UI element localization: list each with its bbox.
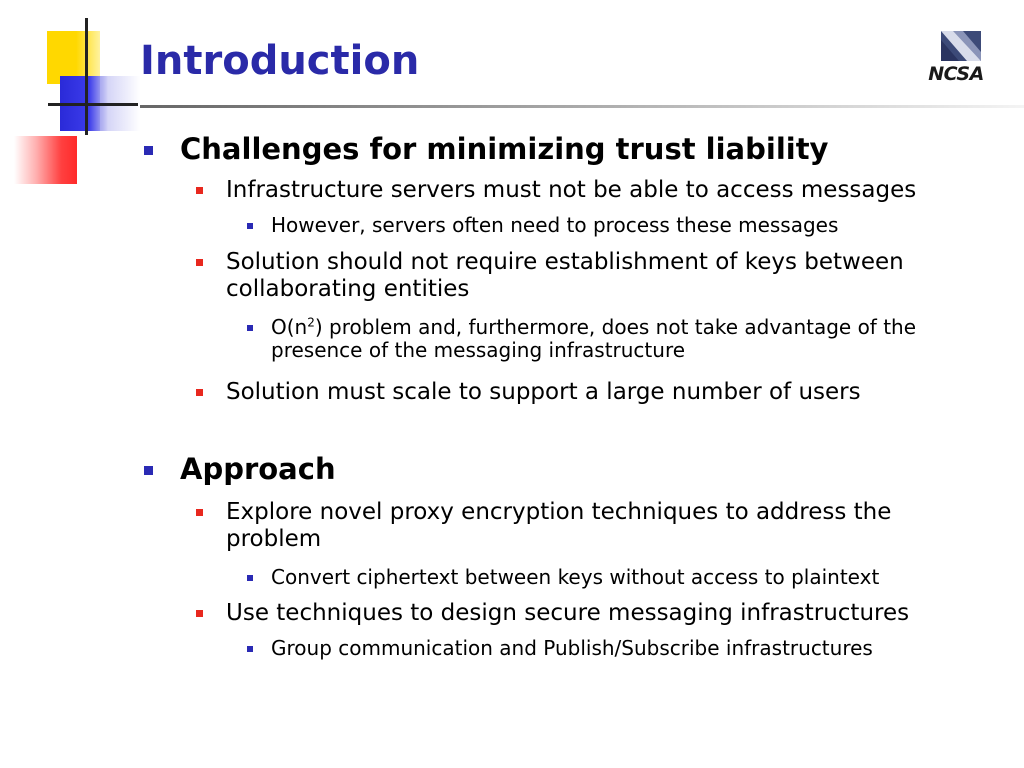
bullet-text-pre: O(n xyxy=(271,315,308,339)
square-bullet-icon xyxy=(247,325,253,331)
square-bullet-icon xyxy=(196,259,203,266)
square-bullet-icon xyxy=(247,223,253,229)
bullet-text: Solution must scale to support a large number of users xyxy=(226,379,861,405)
bullet-text: However, servers often need to process these messages xyxy=(271,213,839,237)
square-bullet-icon xyxy=(196,509,203,516)
square-bullet-icon xyxy=(247,575,253,581)
ncsa-logo-icon xyxy=(915,30,997,66)
bullet-text: Use techniques to design secure messaging infrastructures xyxy=(226,600,910,626)
slide-title: Introduction xyxy=(140,38,420,84)
bullet-text xyxy=(271,315,916,362)
decor-red-square xyxy=(14,136,77,184)
square-bullet-icon xyxy=(247,646,253,652)
bullet-servers-process xyxy=(271,214,991,237)
bullet-challenges xyxy=(180,133,940,167)
bullet-text: Explore novel proxy encryption techniques to address the problem xyxy=(226,499,892,552)
bullet-secure-messaging xyxy=(226,600,986,627)
bullet-proxy-encryption xyxy=(226,499,986,553)
superscript-2: 2 xyxy=(307,315,315,330)
square-bullet-icon xyxy=(196,187,203,194)
bullet-group-communication xyxy=(271,637,991,660)
bullet-text: Challenges for minimizing trust liability xyxy=(180,132,829,166)
bullet-on2-problem xyxy=(271,316,991,363)
bullet-text: Group communication and Publish/Subscribe infrastructures xyxy=(271,636,873,660)
square-bullet-icon xyxy=(196,389,203,396)
ncsa-logo xyxy=(915,30,997,90)
bullet-servers-access xyxy=(226,177,986,204)
bullet-approach xyxy=(180,453,940,487)
square-bullet-icon xyxy=(196,610,203,617)
bullet-text: Approach xyxy=(180,452,336,486)
square-bullet-icon xyxy=(144,466,153,475)
bullet-text: Solution should not require establishment of keys between collaborating entities xyxy=(226,249,904,302)
bullet-scale xyxy=(226,379,986,406)
bullet-text: Convert ciphertext between keys without access to plaintext xyxy=(271,565,880,589)
ncsa-logo-text: NCSA xyxy=(928,63,984,85)
bullet-text-post: ) problem and, furthermore, does not take advantage of the presence of the messaging infrastructure xyxy=(271,315,917,363)
bullet-no-key-establishment xyxy=(226,249,986,303)
bullet-text: Infrastructure servers must not be able to access messages xyxy=(226,177,917,203)
square-bullet-icon xyxy=(144,146,153,155)
title-underline xyxy=(140,105,1024,108)
decor-vertical-line xyxy=(85,18,88,135)
bullet-convert-ciphertext xyxy=(271,566,991,589)
decor-horizontal-line xyxy=(48,103,138,106)
